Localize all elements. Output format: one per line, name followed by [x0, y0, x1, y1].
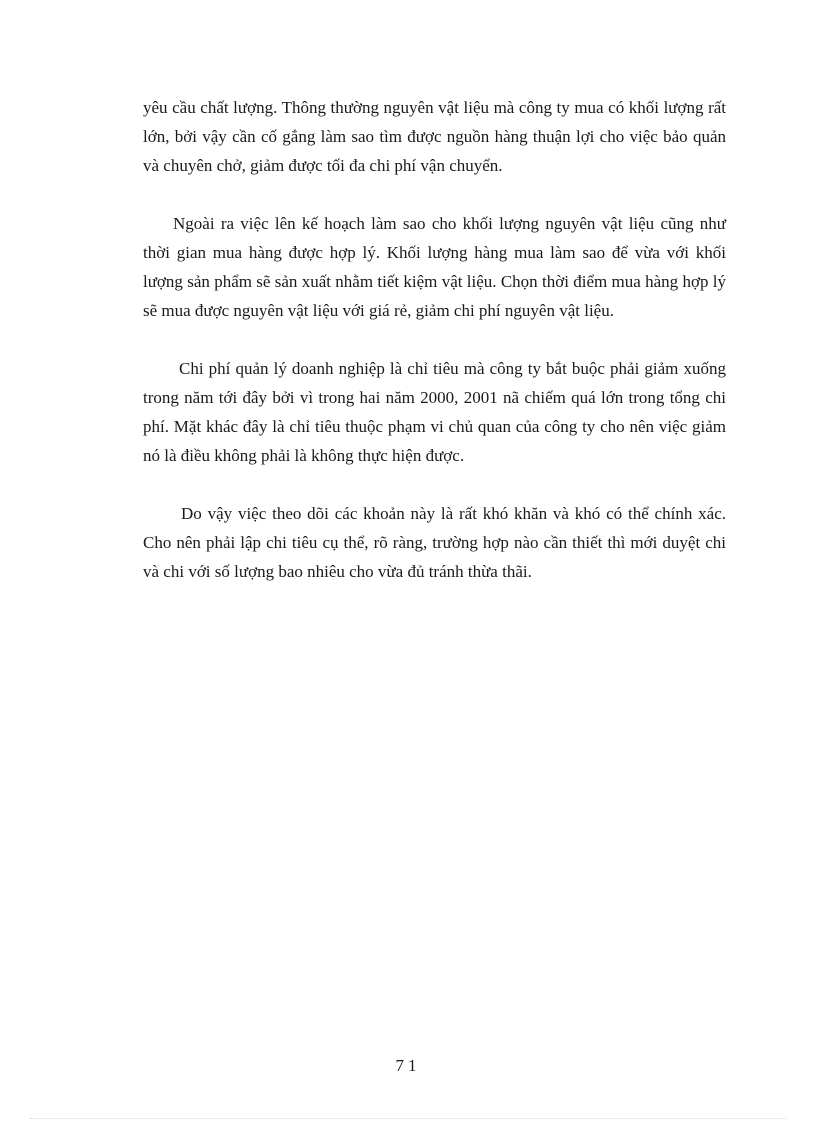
- paragraph-expense-control: Do vậy việc theo dõi các khoản này là rất khó khăn và khó có thể chính xác. Cho nên phải lập chi tiêu cụ thể, rõ ràng, trường hợp nào cần thiết thì mới duyệt chi và chi với số lượng bao nhiêu cho vừa đủ tránh thừa thãi.: [143, 504, 726, 581]
- paragraph-gap: [143, 325, 726, 354]
- paragraph-management-cost: Chi phí quản lý doanh nghiệp là chỉ tiêu mà công ty bắt buộc phải giảm xuống trong năm tới đây bởi vì trong hai năm 2000, 2001 nã chiếm quá lớn trong tổng chi phí. Mặt khác đây là chỉ tiêu thuộc phạm vi chủ quan của công ty cho nên việc giảm nó là điều không phải là không thực hiện được.: [143, 359, 726, 465]
- paragraph-gap: [143, 180, 726, 209]
- page-bottom-edge: [30, 1118, 786, 1120]
- paragraph-gap: [143, 470, 726, 499]
- page-number: 71: [395, 1056, 421, 1075]
- paragraph-purchasing-plan: Ngoài ra việc lên kế hoạch làm sao cho khối lượng nguyên vật liệu cũng như thời gian mua hàng được hợp lý. Khối lượng hàng mua làm sao để vừa với khối lượng sản phẩm sẽ sản xuất nhằm tiết kiệm vật liệu. Chọn thời điểm mua hàng hợp lý sẽ mua được nguyên vật liệu với giá rẻ, giảm chi phí nguyên vật liệu.: [143, 214, 726, 320]
- page-body: [143, 93, 726, 586]
- paragraph-continuation: yêu cầu chất lượng. Thông thường nguyên vật liệu mà công ty mua có khối lượng rất lớn, bởi vậy cần cố gắng làm sao tìm được nguồn hàng thuận lợi cho việc bảo quản và chuyên chở, giảm được tối đa chi phí vận chuyển.: [143, 98, 726, 175]
